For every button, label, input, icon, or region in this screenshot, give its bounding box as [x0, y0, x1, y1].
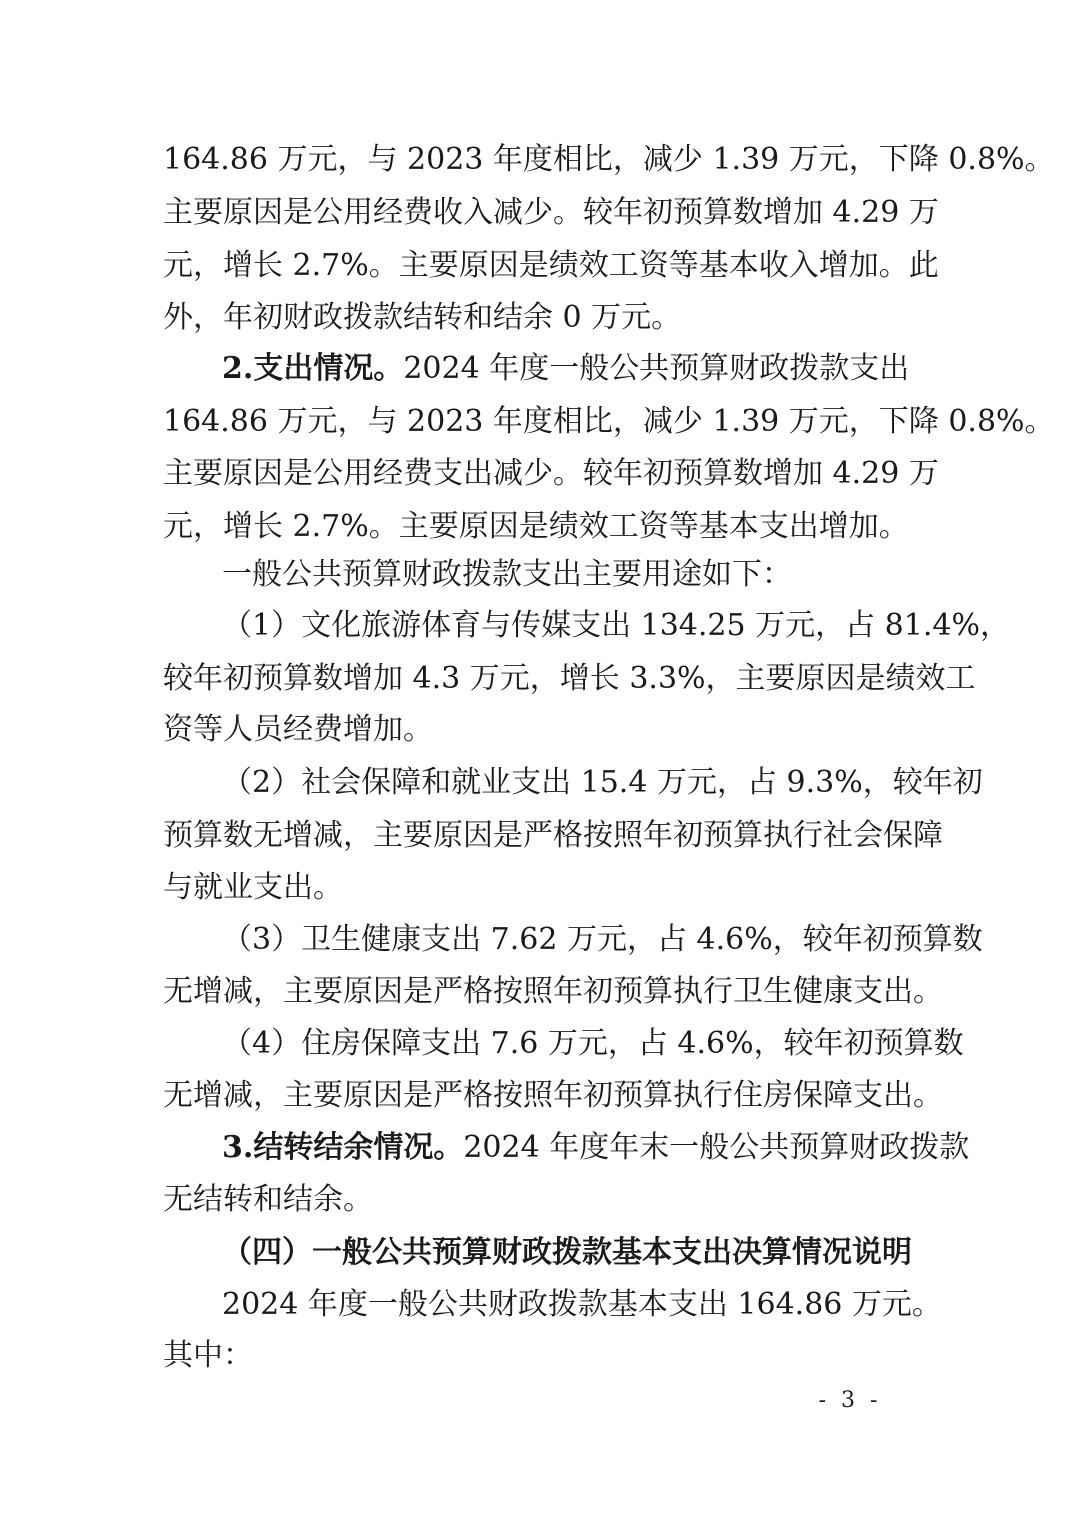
page-number: - 3 -	[818, 1388, 882, 1413]
section-heading: 2.支出情况。	[222, 351, 404, 386]
body-text-line: 164.86 万元，与 2023 年度相比，减少 1.39 万元，下降 0.8%。	[163, 142, 1055, 177]
list-item-line: （3）卫生健康支出 7.62 万元，占 4.6%，较年初预算数	[222, 922, 983, 957]
body-text-line: 无结转和结余。	[163, 1182, 373, 1217]
subsection-title: （四）一般公共预算财政拨款基本支出决算情况说明	[222, 1235, 912, 1270]
section-heading-line: 2.支出情况。2024 年度一般公共预算财政拨款支出	[222, 351, 910, 386]
body-text-line: 主要原因是公用经费支出减少。较年初预算数增加 4.29 万	[163, 456, 939, 491]
body-text-line: 元，增长 2.7%。主要原因是绩效工资等基本收入增加。此	[163, 248, 939, 283]
body-text-line: 与就业支出。	[163, 870, 343, 905]
body-text-line: 2024 年度一般公共财政拨款基本支出 164.86 万元。	[222, 1287, 942, 1322]
body-text-line: 较年初预算数增加 4.3 万元，增长 3.3%，主要原因是绩效工	[163, 661, 976, 696]
body-text-line: 无增减，主要原因是严格按照年初预算执行住房保障支出。	[163, 1078, 943, 1113]
body-text-line: 资等人员经费增加。	[163, 712, 433, 747]
list-item-line: （4）住房保障支出 7.6 万元，占 4.6%，较年初预算数	[222, 1026, 964, 1061]
body-text-line: 其中：	[163, 1338, 253, 1373]
body-text-line: 元，增长 2.7%。主要原因是绩效工资等基本支出增加。	[163, 509, 909, 544]
body-text-line: 一般公共预算财政拨款支出主要用途如下：	[222, 557, 792, 592]
body-text-line: 主要原因是公用经费收入减少。较年初预算数增加 4.29 万	[163, 195, 939, 230]
list-item-line: （2）社会保障和就业支出 15.4 万元，占 9.3%，较年初	[222, 765, 983, 800]
body-text-line: 无增减，主要原因是严格按照年初预算执行卫生健康支出。	[163, 974, 943, 1009]
section-heading-line: 3.结转结余情况。2024 年度年末一般公共预算财政拨款	[222, 1130, 970, 1165]
body-text-line: 164.86 万元，与 2023 年度相比，减少 1.39 万元，下降 0.8%。	[163, 404, 1055, 439]
body-text-line: 预算数无增减，主要原因是严格按照年初预算执行社会保障	[163, 818, 943, 853]
list-item-line: （1）文化旅游体育与传媒支出 134.25 万元，占 81.4%，	[222, 608, 1010, 643]
section-heading: 3.结转结余情况。	[222, 1130, 464, 1165]
body-text-line: 外，年初财政拨款结转和结余 0 万元。	[163, 300, 682, 335]
